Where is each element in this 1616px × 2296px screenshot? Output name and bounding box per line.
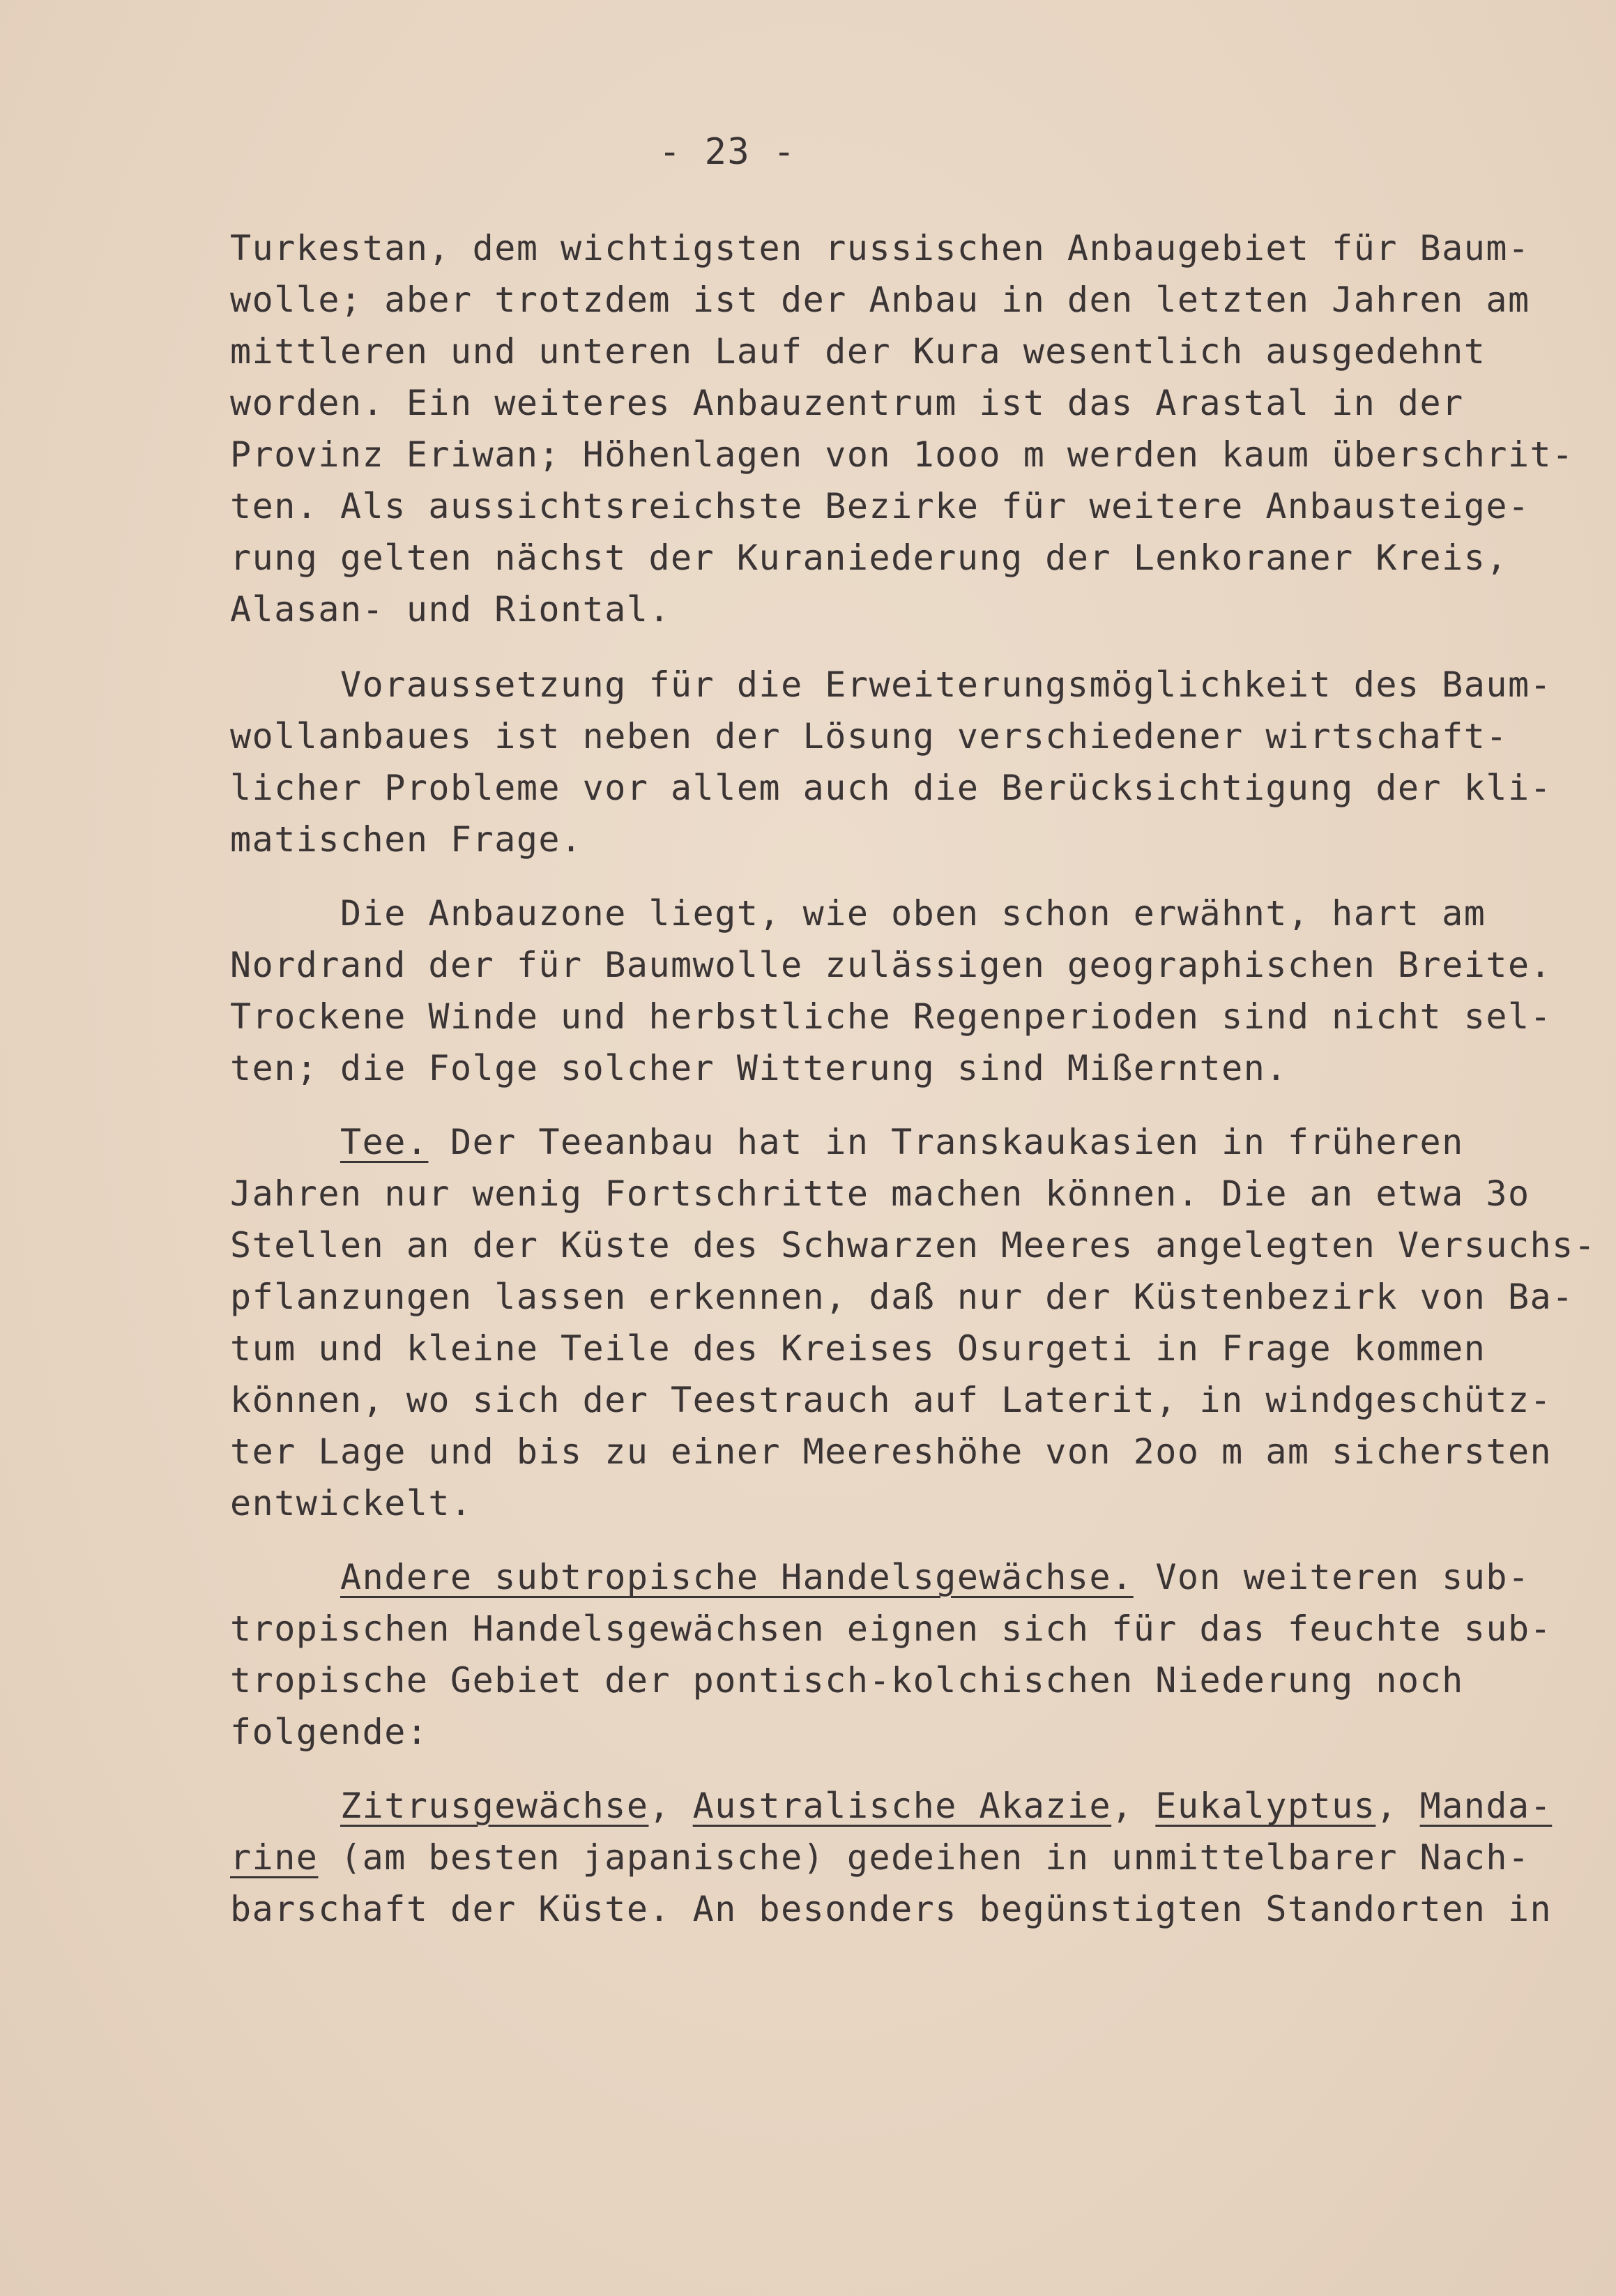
text-line: tum und kleine Teile des Kreises Osurgeti in Frage kommen	[230, 1328, 1486, 1369]
text-run: Der Teeanbau hat in Transkaukasien in früheren	[428, 1122, 1464, 1162]
text-line: worden. Ein weiteres Anbauzentrum ist das Arastal in der	[230, 383, 1464, 423]
text-line	[230, 1831, 1530, 1884]
text-line: tropischen Handelsgewächsen eignen sich für das feuchte sub-	[230, 1609, 1553, 1649]
text-line: matischen Frage.	[230, 819, 583, 860]
text-line: folgende:	[230, 1712, 429, 1752]
section-heading-handelsgewaechse: Andere subtropische Handelsgewächse.	[340, 1557, 1134, 1597]
text-line	[230, 1116, 1464, 1169]
text-line: Alasan- und Riontal.	[230, 589, 671, 630]
text-line: wollanbaues ist neben der Lösung verschiedener wirtschaft-	[230, 716, 1508, 757]
text-line: Turkestan, dem wichtigsten russischen Anbaugebiet für Baum-	[230, 228, 1530, 268]
text-line: können, wo sich der Teestrauch auf Laterit, in windgeschütz-	[230, 1380, 1553, 1420]
text-run: Von weiteren sub-	[1133, 1557, 1530, 1597]
text-line: pflanzungen lassen erkennen, daß nur der Küstenbezirk von Ba-	[230, 1277, 1574, 1317]
text-line	[230, 1779, 1552, 1832]
text-run: ,	[1111, 1786, 1156, 1826]
indent	[230, 1786, 340, 1826]
text-line: ter Lage und bis zu einer Meereshöhe von 2oo m am sichersten	[230, 1431, 1553, 1472]
text-line: tropische Gebiet der pontisch-kolchischen Niederung noch	[230, 1660, 1464, 1701]
indent	[230, 1122, 340, 1162]
text-line: entwickelt.	[230, 1483, 473, 1523]
text-line: Jahren nur wenig Fortschritte machen können. Die an etwa 3o	[230, 1173, 1530, 1214]
text-line: mittleren und unteren Lauf der Kura wesentlich ausgedehnt	[230, 331, 1486, 372]
term-mandarine-part1: Manda-	[1419, 1786, 1553, 1826]
term-eukalyptus: Eukalyptus	[1155, 1786, 1376, 1826]
text-line: ten; die Folge solcher Witterung sind Mißernten.	[230, 1048, 1288, 1088]
text-line: Voraussetzung für die Erweiterungsmöglichkeit des Baum-	[230, 664, 1553, 705]
text-line: Trockene Winde und herbstliche Regenperioden sind nicht sel-	[230, 996, 1553, 1037]
text-line: Stellen an der Küste des Schwarzen Meeres angelegten Versuchs-	[230, 1225, 1596, 1265]
text-run: ,	[648, 1786, 693, 1826]
text-run: (am besten japanische) gedeihen in unmittelbarer Nach-	[318, 1837, 1530, 1878]
page-number: - 23 -	[659, 131, 796, 173]
text-line: ten. Als aussichtsreichste Bezirke für weitere Anbausteige-	[230, 486, 1530, 526]
term-zitrusgewaechse: Zitrusgewächse	[340, 1786, 649, 1826]
text-line: Provinz Eriwan; Höhenlagen von 1ooo m werden kaum überschrit-	[230, 434, 1574, 475]
text-line: Die Anbauzone liegt, wie oben schon erwähnt, hart am	[230, 893, 1486, 934]
text-line: Nordrand der für Baumwolle zulässigen geographischen Breite.	[230, 945, 1553, 985]
term-australische-akazie: Australische Akazie	[692, 1786, 1112, 1826]
text-line: licher Probleme vor allem auch die Berücksichtigung der kli-	[230, 768, 1553, 808]
section-heading-tee: Tee.	[340, 1122, 429, 1162]
text-line	[230, 1551, 1530, 1604]
term-mandarine-part2: rine	[230, 1837, 319, 1878]
indent	[230, 1557, 340, 1597]
text-line: barschaft der Küste. An besonders begünstigten Standorten in	[230, 1889, 1553, 1929]
text-line: wolle; aber trotzdem ist der Anbau in den letzten Jahren am	[230, 280, 1530, 320]
text-line: rung gelten nächst der Kuraniederung der Lenkoraner Kreis,	[230, 538, 1508, 578]
text-run: ,	[1375, 1786, 1420, 1826]
